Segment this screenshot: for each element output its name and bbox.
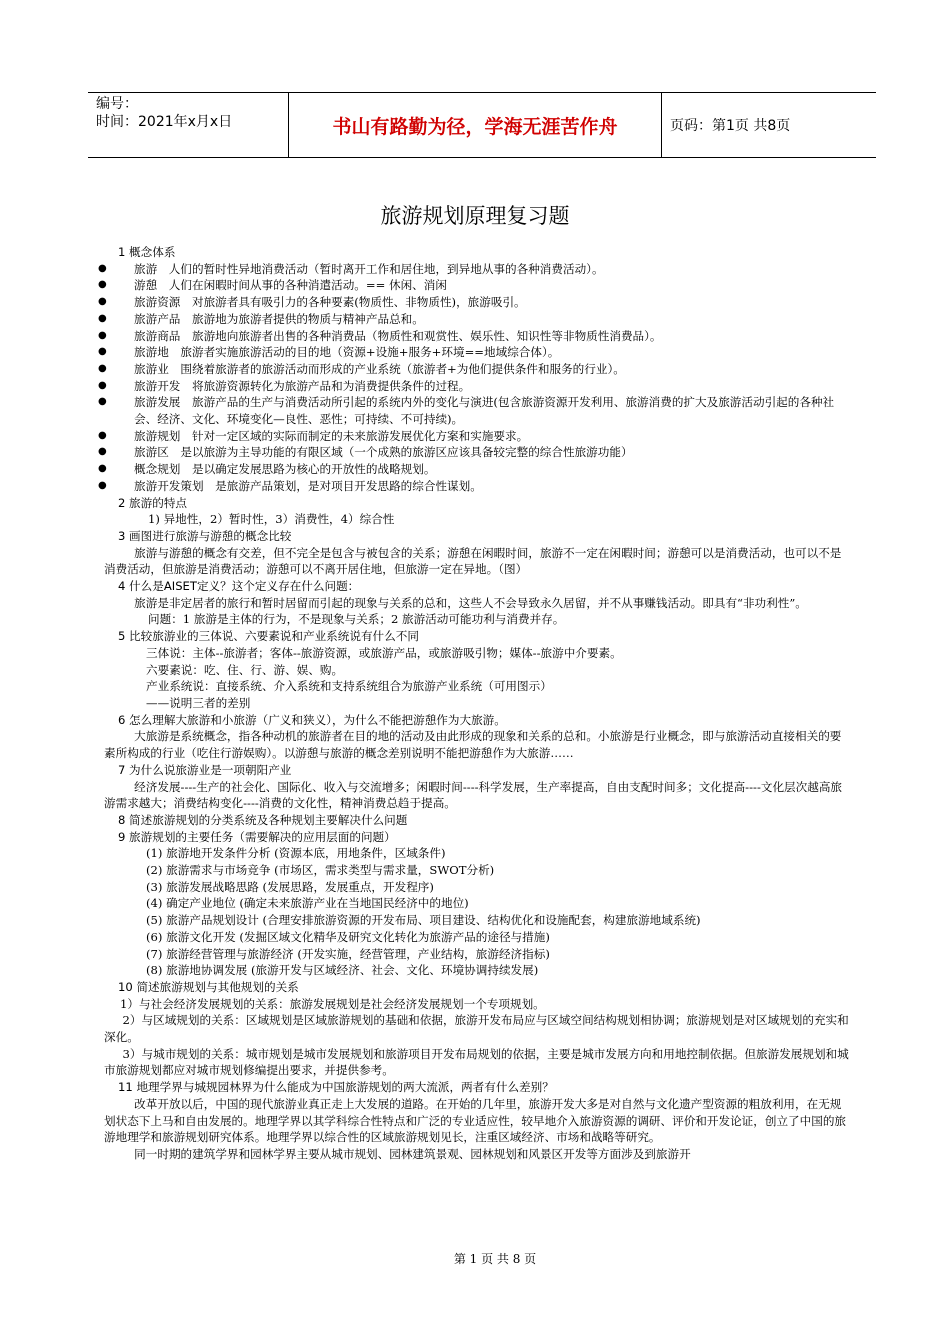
section-heading: 6 怎么理解大旅游和小旅游（广义和狭义），为什么不能把游憩作为大旅游。 <box>118 712 506 727</box>
paragraph: (2) 旅游需求与市场竞争 (市场区，需求类型与需求量，SWOT分析) <box>146 863 495 878</box>
bullet-item: ● 概念规划 是以确定发展思路为核心的开放性的战略规划。 <box>104 461 850 478</box>
page-footer: 第 1 页 共 8 页 <box>453 1252 537 1266</box>
bullet-item: ● 旅游产品 旅游地为旅游者提供的物质与精神产品总和。 <box>104 311 850 328</box>
bullet-item: ● 旅游商品 旅游地向旅游者出售的各种消费品（物质性和观赏性、娱乐性、知识性等非物质性消费品）。 <box>104 328 850 345</box>
time-label: 时间：2021年x月x日 <box>96 114 233 130</box>
paragraph: 2）与区域规划的关系：区域规划是区域旅游规划的基础和依据，旅游开发布局应与区域空间结构规划相协调；旅游规划是对区域规划的充实和深化。 <box>104 1013 849 1045</box>
paragraph: 六要素说：吃、住、行、游、娱、购。 <box>146 662 344 677</box>
paragraph: 产业系统说：直接系统、介入系统和支持系统组合为旅游产业系统（可用图示） <box>146 679 552 694</box>
paragraph: (5) 旅游产品规划设计 (合理安排旅游资源的开发布局、项目建设、结构优化和设施配套，构建旅游地域系统) <box>146 913 701 928</box>
section-heading: 9 旅游规划的主要任务（需要解决的应用层面的问题） <box>118 829 396 844</box>
paragraph: 改革开放以后，中国的现代旅游业真正走上大发展的道路。在开始的几年里，旅游开发大多是对自然与文化遗产型资源的粗放利用，在无规划状态下上马和自由发展的。地理学界以其学科综合性特点和广泛的专业适应性，较早地介入旅游资源的调研、评价和开发论证，创立了中国的旅游地理学和旅游规划研究体系。地理学界以综合性的区域旅游规划见长，注重区域经济、市场和战略等研究。 <box>104 1096 847 1145</box>
bullet-item: ● 旅游业 围绕着旅游者的旅游活动而形成的产业系统（旅游者+为他们提供条件和服务的行业）。 <box>104 361 850 378</box>
bullet-item: ● 旅游开发 将旅游资源转化为旅游产品和为消费提供条件的过程。 <box>104 378 850 395</box>
section-heading: 7 为什么说旅游业是一项朝阳产业 <box>118 762 292 777</box>
section-heading: 4 什么是AISET定义？这个定义存在什么问题： <box>118 579 360 594</box>
paragraph: (8) 旅游地协调发展 (旅游开发与区域经济、社会、文化、环境协调持续发展) <box>146 963 539 978</box>
bullet-item: ● 游憩 人们在闲暇时间从事的各种消遣活动。== 休闲、消闲 <box>104 277 850 294</box>
paragraph: 同一时期的建筑学界和园林学界主要从城市规划、园林建筑景观、园林规划和风景区开发等方面涉及到旅游开 <box>134 1146 691 1161</box>
header-page-info: 页码：第1页 共8页 <box>670 118 791 134</box>
header-meta <box>88 93 288 157</box>
paragraph: 1) 异地性，2）暂时性，3）消费性，4）综合性 <box>148 512 395 527</box>
paragraph: 1）与社会经济发展规划的关系：旅游发展规划是社会经济发展规划一个专项规划。 <box>120 996 545 1011</box>
section-heading: 2 旅游的特点 <box>118 495 188 510</box>
bullet-item: ● 旅游开发策划 是旅游产品策划，是对项目开发思路的综合性谋划。 <box>104 478 850 495</box>
paragraph: 3）与城市规划的关系：城市规划是城市发展规划和旅游项目开发布局规划的依据，主要是城市发展方向和用地控制依据。但旅游发展规划和城市旅游规划都应对城市规划修编提出要求，并提供参考。 <box>104 1046 849 1078</box>
paragraph: 问题：1 旅游是主体的行为，不是现象与关系；2 旅游活动可能功利与消费并存。 <box>148 612 565 627</box>
paragraph: 经济发展----生产的社会化、国际化、收入与交流增多；闲暇时间----科学发展，生产率提高，自由支配时间多；文化提高----文化层次越高旅游需求越大；消费结构变化----消费的文化性，精神消费总趋于提高。 <box>104 779 843 811</box>
number-label: 编号： <box>96 96 138 112</box>
paragraph: ——说明三者的差别 <box>146 695 251 710</box>
bullet-item: ● 旅游区 是以旅游为主导功能的有限区域（一个成熟的旅游区应该具备较完整的综合性旅游功能） <box>104 444 850 461</box>
bullet-item: ● 旅游地 旅游者实施旅游活动的目的地（资源+设施+服务+环境==地域综合体）。 <box>104 344 850 361</box>
section-heading: 11 地理学界与城规园林界为什么能成为中国旅游规划的两大流派，两者有什么差别？ <box>118 1080 554 1095</box>
paragraph: (4) 确定产业地位 (确定未来旅游产业在当地国民经济中的地位) <box>146 896 469 911</box>
paragraph: 三体说：主体--旅游者；客体--旅游资源，或旅游产品，或旅游吸引物；媒体--旅游中介要素。 <box>146 645 622 660</box>
document-header <box>88 92 876 158</box>
section-heading: 1 概念体系 <box>118 245 176 259</box>
bullet-item: ● 旅游 人们的暂时性异地消费活动（暂时离开工作和居住地，到异地从事的各种消费活动）。 <box>104 261 850 278</box>
section-heading: 5 比较旅游业的三体说、六要素说和产业系统说有什么不同 <box>118 629 419 644</box>
paragraph: 旅游是非定居者的旅行和暂时居留而引起的现象与关系的总和，这些人不会导致永久居留，并不从事赚钱活动。即具有“非功利性”。 <box>134 595 807 610</box>
bullet-item: ● 旅游规划 针对一定区域的实际而制定的未来旅游发展优化方案和实施要求。 <box>104 428 850 445</box>
paragraph: 旅游与游憩的概念有交差，但不完全是包含与被包含的关系；游憩在闲暇时间，旅游不一定在闲暇时间；游憩可以是消费活动，也可以不是消费活动，但旅游是消费活动；游憩可以不离开居住地，但旅游一定在异地。（图） <box>104 545 842 577</box>
section-heading: 3 画图进行旅游与游憩的概念比较 <box>118 528 292 543</box>
document-body <box>104 244 850 1163</box>
paragraph: 大旅游是系统概念，指各种动机的旅游者在目的地的活动及由此形成的现象和关系的总和。小旅游是行业概念，即与旅游活动直接相关的要素所构成的行业（吃住行游娱购）。以游憩与旅游的概念差别说明不能把游憩作为大旅游…… <box>104 729 842 761</box>
bullet-item: ● 旅游资源 对旅游者具有吸引力的各种要素(物质性、非物质性)，旅游吸引。 <box>104 294 850 311</box>
paragraph: (1) 旅游地开发条件分析 (资源本底，用地条件，区域条件) <box>146 846 446 861</box>
bullet-item: ● 旅游发展 旅游产品的生产与消费活动所引起的系统内外的变化与演进(包含旅游资源开发利用、旅游消费的扩大及旅游活动引起的各种社会、经济、文化、环境变化—良性、恶性；可持续、不可持续)。 <box>104 394 850 427</box>
paragraph: (6) 旅游文化开发 (发掘区域文化精华及研究文化转化为旅游产品的途径与措施) <box>146 929 550 944</box>
document-title: 旅游规划原理复习题 <box>380 204 570 228</box>
header-motto: 书山有路勤为径，学海无涯苦作舟 <box>288 93 662 157</box>
section-heading: 10 简述旅游规划与其他规划的关系 <box>118 979 299 994</box>
paragraph: (7) 旅游经营管理与旅游经济 (开发实施，经营管理，产业结构，旅游经济指标) <box>146 946 550 961</box>
section-heading: 8 简述旅游规划的分类系统及各种规划主要解决什么问题 <box>118 812 408 827</box>
paragraph: (3) 旅游发展战略思路 (发展思路，发展重点，开发程序) <box>146 879 434 894</box>
